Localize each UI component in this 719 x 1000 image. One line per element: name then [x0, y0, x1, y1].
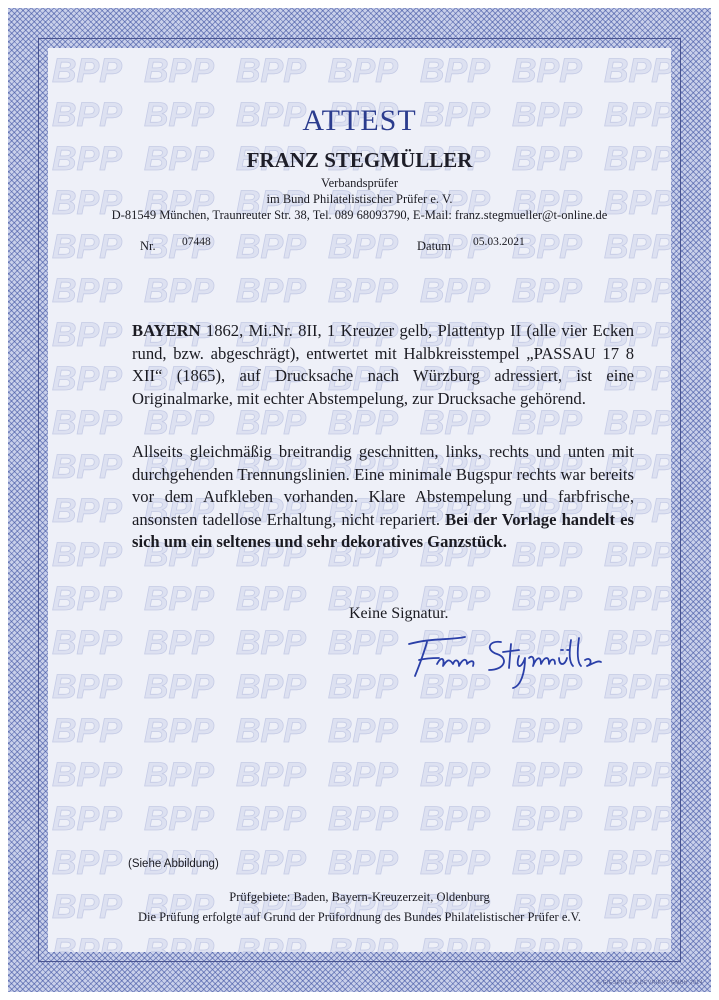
examiner-address: D-81549 München, Traunreuter Str. 38, Tel. 089 68093790, E-Mail: franz.stegmueller@t-online.de: [111, 208, 608, 222]
examiner-association: im Bund Philatelistischer Prüfer e. V.: [266, 192, 453, 206]
examiner-role: Verbandsprüfer: [320, 176, 399, 190]
condition-paragraph: [132, 441, 634, 554]
certificate-paper: [48, 48, 671, 952]
datum-label: Datum: [417, 239, 452, 253]
signature-note: Keine Signatur.: [349, 605, 449, 622]
nr-value: 07448: [182, 236, 211, 248]
attest-title: ATTEST: [302, 104, 417, 137]
examination-areas: Prüfgebiete: Baden, Bayern-Kreuzerzeit, Oldenburg: [229, 890, 490, 904]
datum-value: 05.03.2021: [473, 236, 525, 248]
conclusion-text: Bei der Vorlage handelt es sich um ein seltenes und sehr dekoratives Ganzstück.: [132, 509, 635, 552]
nr-label: Nr.: [140, 239, 156, 253]
examiner-name: FRANZ STEGMÜLLER: [246, 148, 473, 172]
see-illustration-note: (Siehe Abbildung): [128, 858, 219, 870]
examination-regulation: Die Prüfung erfolgte auf Grund der Prüfordnung des Bundes Philatelistischer Prüfer e.V.: [137, 910, 582, 924]
description-text: 1862, Mi.Nr. 8II, 1 Kreuzer gelb, Plattentyp II (alle vier Ecken rund, bzw. abgeschrägt), entwertet mit Halbkreisstempel „PASSAU 17 8 XII“ (1865), auf Drucksache nach Würzburg adressiert, ist eine Originalmarke, mit echter Abstempelung, zur Drucksache gehörend.: [132, 321, 634, 408]
certificate-content: [48, 48, 671, 952]
printer-imprint: © GIESECKE & DEVRIENT GMBH 2014: [596, 980, 703, 986]
country-heading: BAYERN: [132, 321, 201, 340]
guilloche-frame: [8, 8, 711, 992]
condition-text: Allseits gleichmäßig breitrandig geschnitten, links, rechts und unten mit durchgehenden Trennungslinien. Eine minimale Bugspur rechts war bereits vor dem Aufkleben vorhanden. Klare Abstempelung und farbfrische, ansonsten tadellose Erhaltung, nicht repariert.: [132, 442, 634, 529]
description-paragraph: [132, 320, 634, 410]
handwritten-signature: [401, 628, 631, 692]
